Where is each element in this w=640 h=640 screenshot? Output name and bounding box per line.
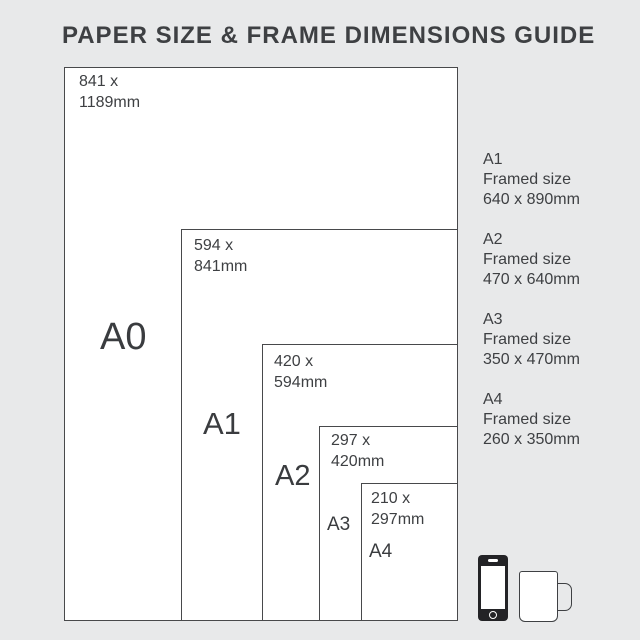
dimension-height-line: 420mm [331,453,385,470]
paper-label-a2: A2 [275,460,311,492]
framed-size-name: A4 [483,391,503,408]
framed-size-entry-a2 [483,230,633,290]
phone-screen [481,566,505,609]
framed-size-name: A1 [483,151,503,168]
mug-body [519,571,558,622]
paper-dimensions-a1 [194,235,247,277]
smartphone-icon [478,555,508,621]
paper-label-a0: A0 [100,316,147,358]
framed-size-label: Framed size [483,251,572,268]
dimension-height-line: 1189mm [79,94,141,111]
phone-speaker [488,559,498,562]
framed-size-label: Framed size [483,411,572,428]
dimension-width-line: 297 x [331,432,371,449]
dimension-height-line: 841mm [194,258,248,275]
framed-size-label: Framed size [483,171,572,188]
framed-size-value: 640 x 890mm [483,191,580,208]
dimension-height-line: 594mm [274,374,328,391]
paper-dimensions-a2 [274,351,327,393]
paper-dimensions-a4 [371,488,424,530]
phone-home-button [489,611,497,619]
paper-dimensions-a0 [79,71,140,113]
framed-size-value: 260 x 350mm [483,431,580,448]
framed-size-name: A3 [483,311,503,328]
dimension-width-line: 210 x [371,490,411,507]
paper-dimensions-a3 [331,430,384,472]
dimension-height-line: 297mm [371,511,425,528]
page-title: PAPER SIZE & FRAME DIMENSIONS GUIDE [62,22,596,49]
paper-label-a4: A4 [369,541,393,562]
framed-size-value: 350 x 470mm [483,351,580,368]
paper-label-a3: A3 [327,514,351,535]
framed-size-value: 470 x 640mm [483,271,580,288]
framed-size-entry-a1 [483,150,633,210]
dimension-width-line: 420 x [274,353,314,370]
framed-size-label: Framed size [483,331,572,348]
framed-size-entry-a4 [483,390,633,450]
paper-label-a1: A1 [203,406,241,441]
framed-size-entry-a3 [483,310,633,370]
framed-size-name: A2 [483,231,503,248]
dimension-width-line: 594 x [194,237,234,254]
dimension-width-line: 841 x [79,73,119,90]
